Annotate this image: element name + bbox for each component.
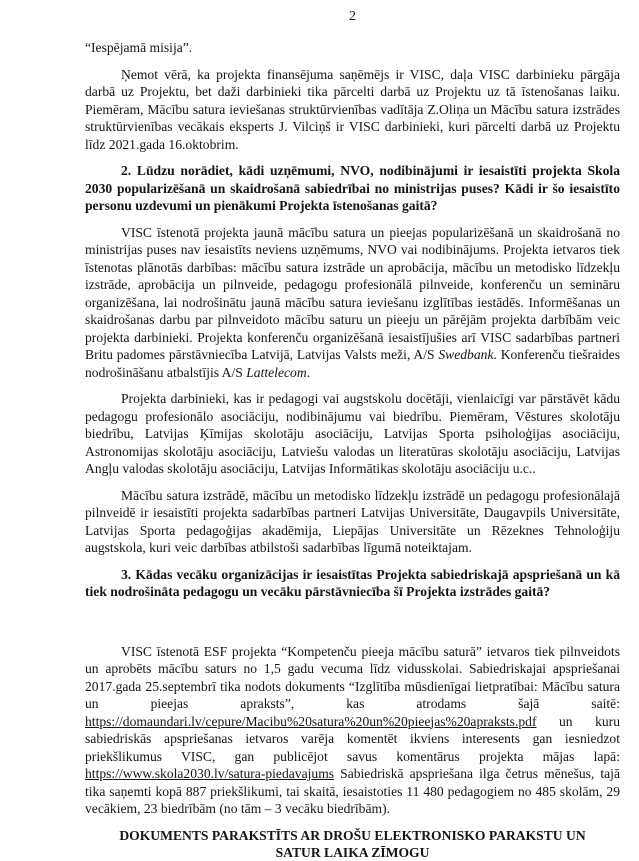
question-3-heading: 3. Kādas vecāku organizācijas ir iesaistītas Projekta sabiedriskajā apspriešanā un kā tiek nodrošināta pedagogu un vecāku pārstāvniecība šī Projekta izstrādes gaitā? [85, 566, 620, 599]
company-name-swedbank: Swedbank [438, 347, 494, 362]
paragraph-text: . [306, 364, 311, 380]
domaundari-pdf-link[interactable]: https://domaundari.lv/cepure/Macibu%20satura%20un%20pieejas%20apraksts.pdf [85, 713, 537, 729]
paragraph-text: . Konferenču tiešraides nodrošināšanu atbalstījis A/S [85, 347, 620, 380]
signature-footer-line-1: DOKUMENTS PARAKSTĪTS AR DROŠU ELEKTRONISKO PARAKSTU UN [119, 827, 586, 843]
paragraph-public-consultation [85, 643, 620, 818]
signature-footer [85, 827, 620, 861]
paragraph-text: VISC īstenotā ESF projekta “Kompetenču pieeja mācību saturā” ietvaros tiek pilnveidots un aprobēts mācību saturs no 1,5 gadu vecuma līdz vidusskolai. Sabiedriskajai apspriešanai 2017.gada 25.septembrī tika nodots dokuments “Izglītība mūsdienīgai lietpratībai: Mācību satura un pieejas apraksts”, kas atrodams šajā saitē: [85, 643, 620, 711]
paragraph-cooperation-partners: Mācību satura izstrādē, mācību un metodisko līdzekļu izstrādē un pedagogu profesionālajā pilnveidē ir iesaistīti projekta sadarbības partneri Latvijas Universitāte, Daugavpils Universitāte, Latvijas Sporta pedagoģijas akadēmija, Liepājas Universitāte un Rēzeknes Tehnoloģiju augstskola, kuri veic darbības atbilstoši sadarbības līgumā noteiktajam. [85, 487, 620, 555]
question-2-heading: 2. Lūdzu norādiet, kādi uzņēmumi, NVO, nodibinājumi ir iesaistīti projekta Skola 2030 popularizēšanā un skaidrošanā sabiedrībai no ministrijas puses? Kādi ir šo iesaistīto personu uzdevumi un pienākumi Projekta īstenošanas gaitā? [85, 163, 620, 213]
paragraph-intro-continuation: “Iespējamā misija”. [85, 40, 193, 55]
skola2030-link[interactable]: https://www.skola2030.lv/satura-piedavajums [85, 766, 335, 781]
company-name-lattelecom: Lattelecom [246, 364, 307, 380]
paragraph-project-activities [85, 224, 620, 382]
paragraph-text: VISC īstenotā projekta jaunā mācību satura un pieejas popularizēšanā un skaidrošanā no ministrijas puses nav iesaistīts neviens uzņēmums, NVO vai nodibinājums. Projekta ietvaros tiek īstenotas plānotās darbības: mācību satura izstrāde un aprobācija, mācību un metodisko līdzekļu izstrāde, aprobācija un pilnveide, pedagogu profesionālā pilnveide, konferenču un semināru organizēšana, lai nodrošinātu jaunā mācību satura ieviešanu izglītības iestādēs. Informēšanas un skaidrošanas darbu par pilnveidoto mācību saturu un pieeju un pārējām projekta darbībām veic projekta darbinieki. Projekta konferenču organizēšanā iesaistījušies arī VISC sadarbības partneri Britu padomes pārstāvniecība Latvijā, Latvijas Valsts meži, A/S [85, 224, 620, 362]
paragraph-teacher-associations: Projekta darbinieki, kas ir pedagogi vai augstskolu docētāji, vienlaicīgi var pārstāvēt kādu pedagogu profesionālo asociāciju, nodibinājumu vai biedrību. Piemēram, Vēstures skolotāju biedrību, Latvijas Ķīmijas skolotāju asociāciju, Latvijas Sporta psiholoģijas asociāciju, Astronomijas skolotāju asociāciju, Latviešu valodas un literatūras skolotāju asociāciju, Latvijas Angļu valodas skolotāju asociāciju, Latvijas Informātikas skolotāju asociāciju u.c.. [85, 391, 620, 476]
page-number: 2 [349, 9, 356, 24]
paragraph-text: Sabiedriskā apspriešana ilga četrus mēnešus, tajā tika saņemti kopā 887 priekšlikumi, tai skaitā, iesaistoties 11 480 pedagogiem no 485 skolām, 29 vecākiem, 23 biedrībām (no tām – 3 vecāku biedrībām). [85, 766, 620, 816]
paragraph-visc-staff: Ņemot vērā, ka projekta finansējuma saņēmējs ir VISC, daļa VISC darbinieku pārgāja darbā uz Projektu, bet daži darbinieki tika pārcelti darbā uz Projektu uz tā īstenošanas laiku. Piemēram, Mācību satura ieviešanas struktūrvienības vadītāja Z.Oliņa un Mācību satura izstrādes struktūrvienības vecākais eksperts J. Vilciņš ir VISC darbinieki, kuri pārcelti darbā uz Projektu līdz 2021.gada 16.oktobrim. [85, 66, 620, 152]
paragraph-text: un kuru sabiedriskās apspriešanas ietvaros varēja komentēt ikviens interesents gan iesniedzot priekšlikumus VISC, gan publicējot savus komentārus projekta mājas lapā: [85, 713, 620, 764]
signature-footer-line-2: SATUR LAIKA ZĪMOGU [275, 844, 430, 860]
